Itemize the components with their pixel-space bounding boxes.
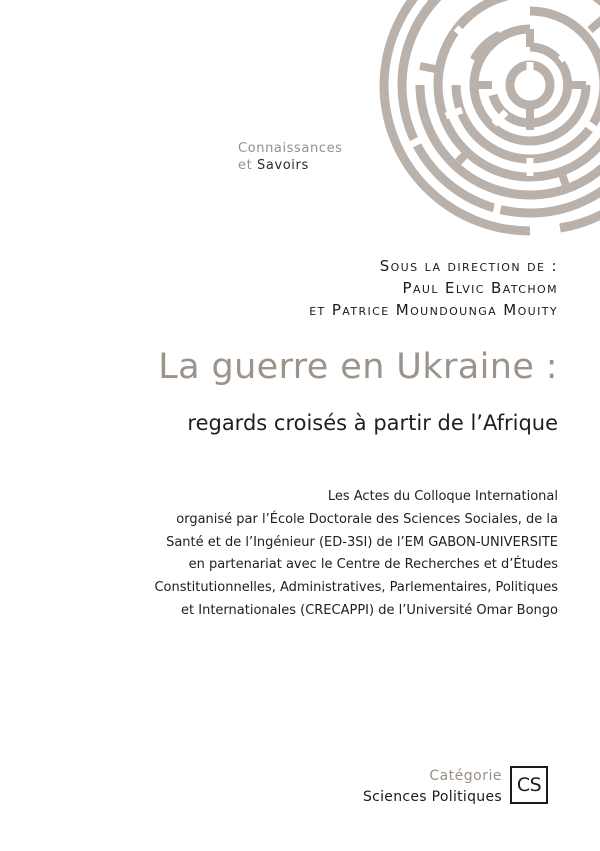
description-line: et Internationales (CRECAPPI) de l’Université Omar Bongo bbox=[181, 602, 558, 618]
collection-line-2-main: Savoirs bbox=[257, 158, 309, 173]
collection-line-2-prefix: et bbox=[238, 158, 258, 173]
description-line: Constitutionnelles, Administratives, Parlementaires, Politiques bbox=[154, 580, 558, 596]
category-label: Catégorie bbox=[429, 768, 502, 784]
category-block bbox=[363, 766, 502, 808]
collection-line-1: Connaissances bbox=[238, 141, 343, 156]
editors-block bbox=[309, 255, 558, 321]
description-line: organisé par l’École Doctorale des Sciences Sociales, de la bbox=[176, 511, 558, 527]
category-badge: CS bbox=[510, 766, 548, 804]
editors-intro: Sous la direction de : bbox=[379, 257, 558, 275]
description-line: en partenariat avec le Centre de Recherches et d’Études bbox=[188, 557, 558, 573]
book-title: La guerre en Ukraine : bbox=[158, 347, 558, 387]
description-line: Santé et de l’Ingénieur (ED-3SI) de l’EM GABON-UNIVERSITE bbox=[166, 534, 558, 550]
description-block bbox=[154, 486, 558, 623]
collection-name bbox=[238, 140, 358, 174]
description-line: Les Actes du Colloque International bbox=[327, 489, 558, 504]
editor-2: et Patrice Moundounga Mouity bbox=[309, 301, 558, 319]
book-subtitle: regards croisés à partir de l’Afrique bbox=[187, 411, 558, 435]
editor-1: Paul Elvic Batchom bbox=[402, 279, 558, 297]
maze-logo-graphic bbox=[355, 0, 600, 238]
category-value: Sciences Politiques bbox=[362, 789, 502, 805]
